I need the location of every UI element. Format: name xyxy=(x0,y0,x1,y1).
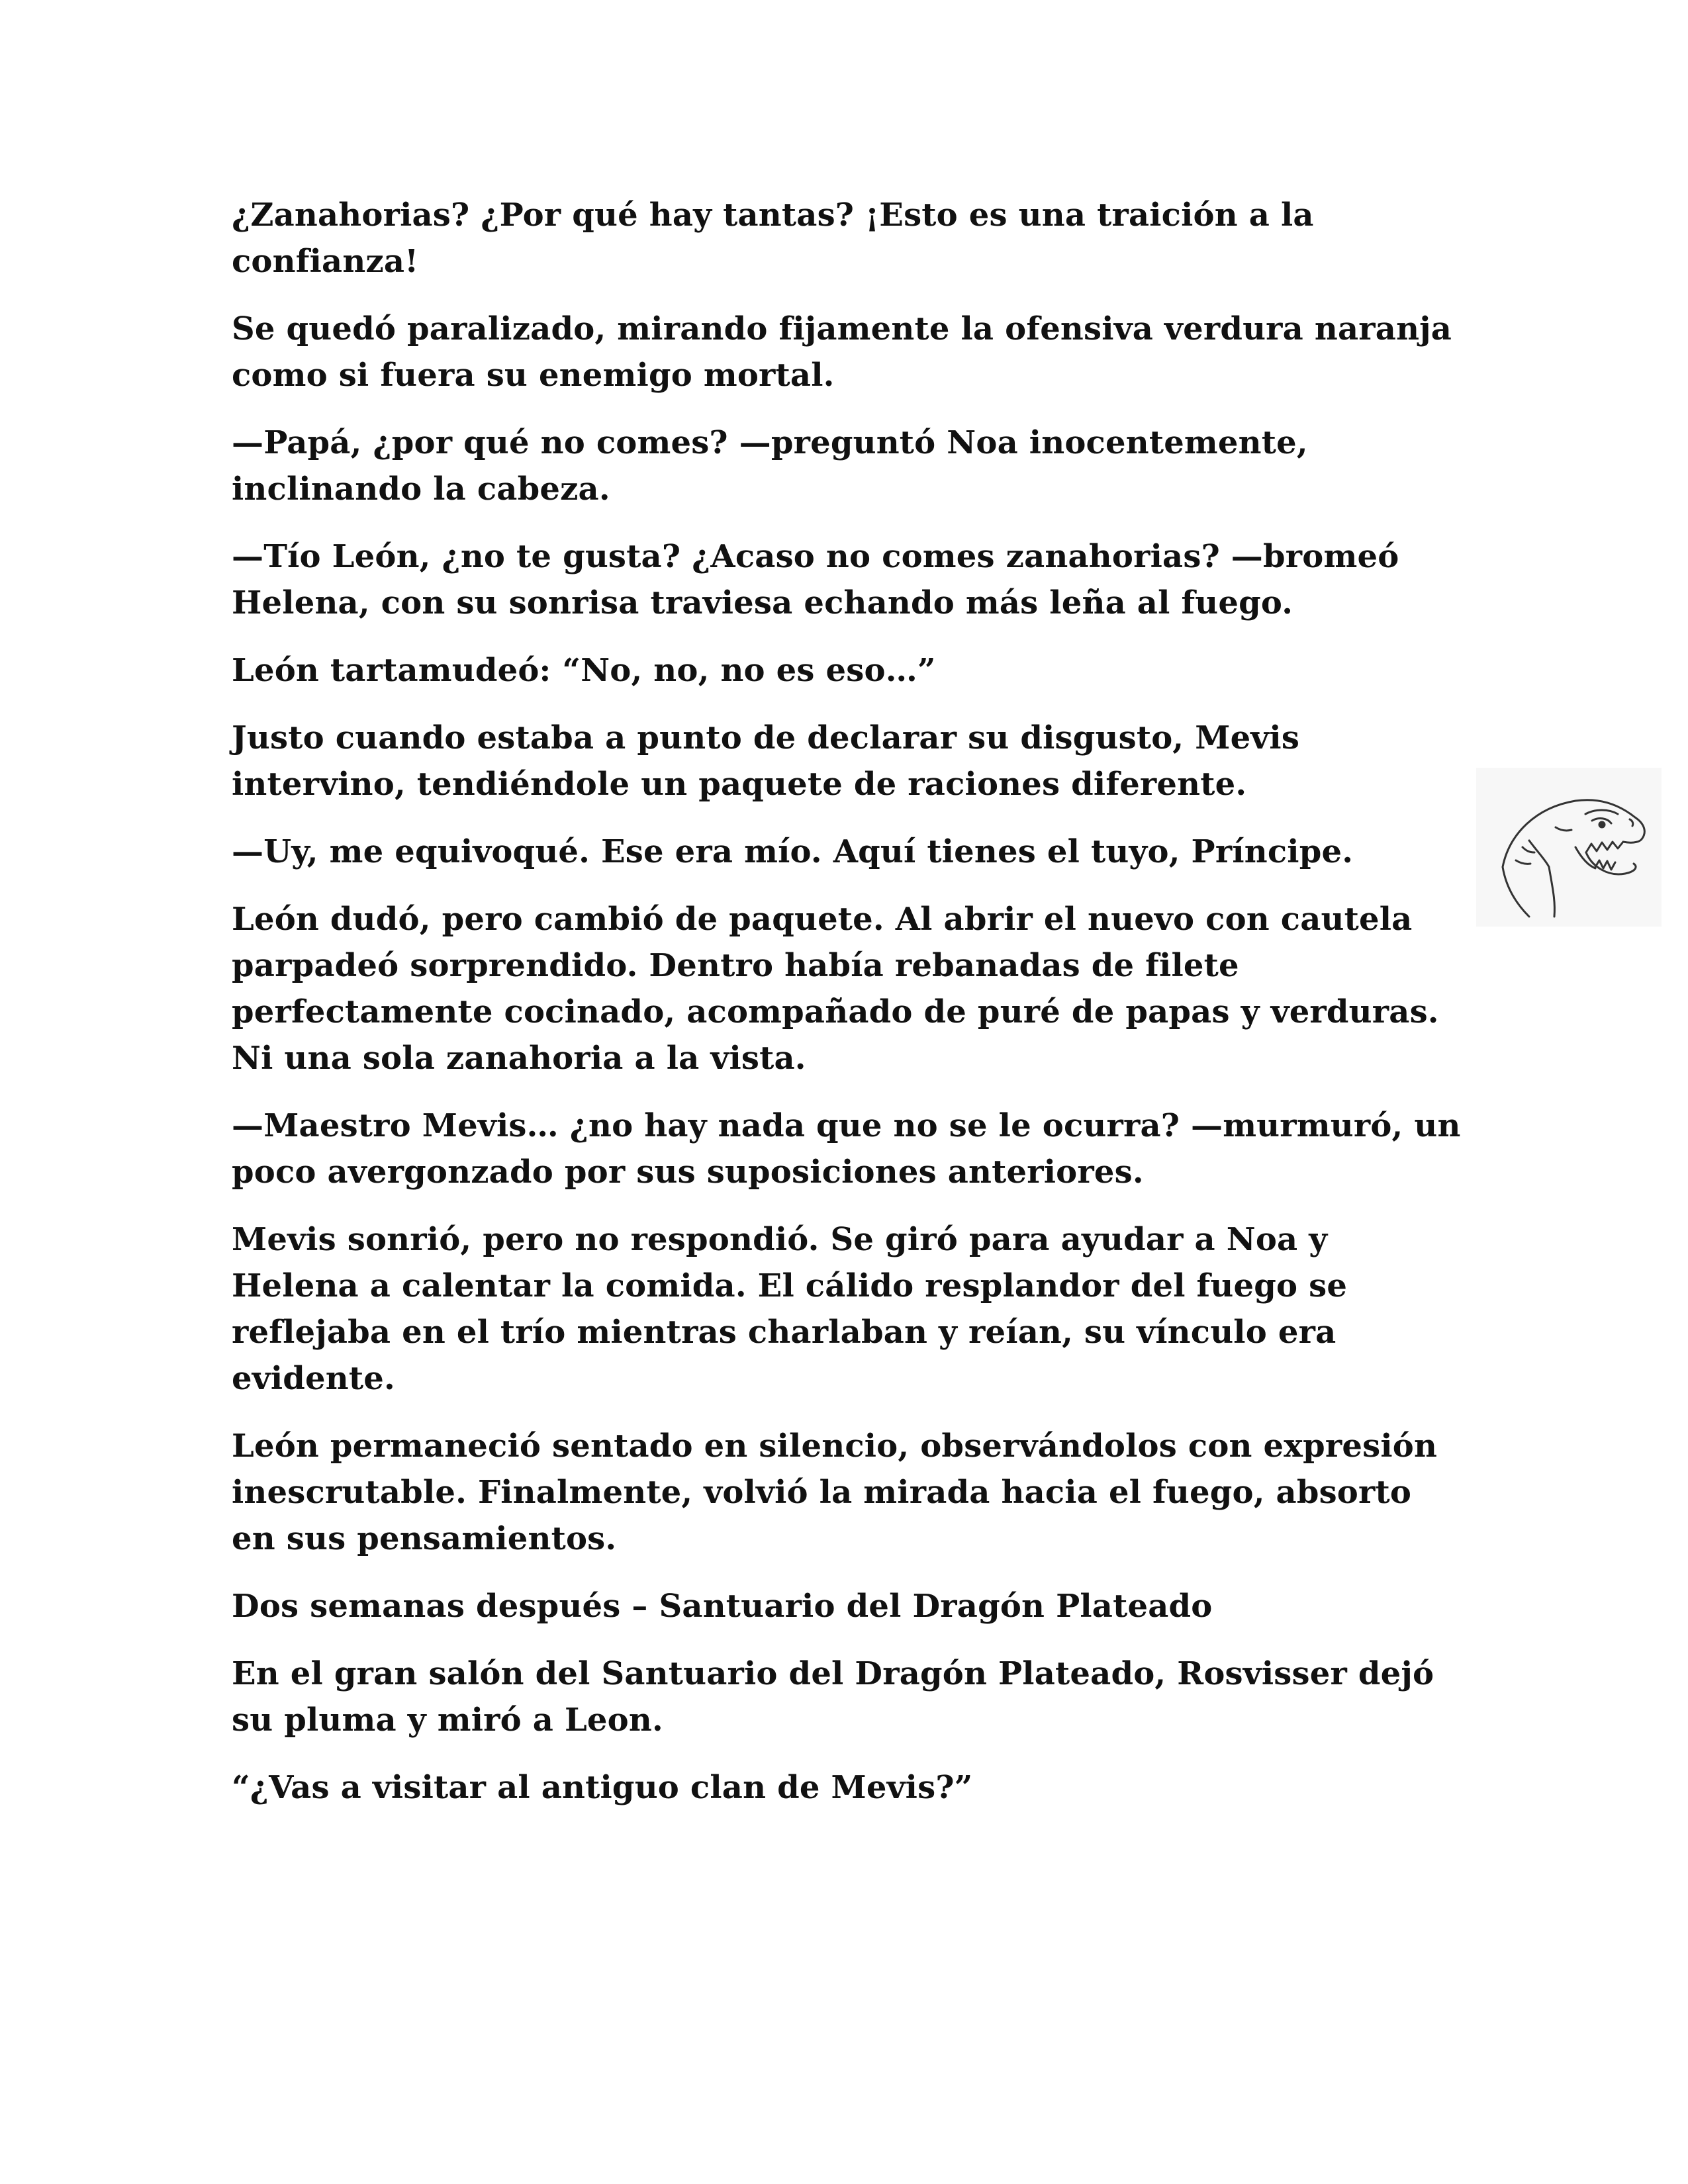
paragraph: —Papá, ¿por qué no comes? —preguntó Noa inocentemente, inclinando la cabeza. xyxy=(232,424,1308,508)
paragraph: “¿Vas a visitar al antiguo clan de Mevis?” xyxy=(232,1769,973,1806)
dinosaur-sketch-icon xyxy=(1476,768,1662,927)
paragraph: —Maestro Mevis… ¿no hay nada que no se le ocurra? —murmuró, un poco avergonzado por sus suposiciones anteriores. xyxy=(232,1107,1461,1191)
story-text xyxy=(232,192,1463,1832)
paragraph: León dudó, pero cambió de paquete. Al abrir el nuevo con cautela parpadeó sorprendido. Dentro había rebanadas de filete perfectamente cocinado, acompañado de puré de papas y verduras. Ni una sola zanahoria a la vista. xyxy=(232,901,1439,1077)
paragraph: —Uy, me equivoqué. Ese era mío. Aquí tienes el tuyo, Príncipe. xyxy=(232,833,1354,870)
section-heading: Dos semanas después – Santuario del Dragón Plateado xyxy=(232,1588,1213,1625)
paragraph: León tartamudeó: “No, no, no es eso…” xyxy=(232,652,936,689)
paragraph: León permaneció sentado en silencio, observándolos con expresión inescrutable. Finalmente, volvió la mirada hacia el fuego, absorto en sus pensamientos. xyxy=(232,1428,1438,1557)
paragraph: —Tío León, ¿no te gusta? ¿Acaso no comes zanahorias? —bromeó Helena, con su sonrisa traviesa echando más leña al fuego. xyxy=(232,538,1399,621)
paragraph: Se quedó paralizado, mirando fijamente la ofensiva verdura naranja como si fuera su enemigo mortal. xyxy=(232,310,1452,394)
paragraph: En el gran salón del Santuario del Dragón Plateado, Rosvisser dejó su pluma y miró a Leon. xyxy=(232,1655,1434,1739)
paragraph: Mevis sonrió, pero no respondió. Se giró para ayudar a Noa y Helena a calentar la comida. El cálido resplandor del fuego se reflejaba en el trío mientras charlaban y reían, su vínculo era evidente. xyxy=(232,1221,1348,1397)
paragraph: ¿Zanahorias? ¿Por qué hay tantas? ¡Esto es una traición a la confianza! xyxy=(232,197,1314,280)
paragraph: Justo cuando estaba a punto de declarar su disgusto, Mevis intervino, tendiéndole un paquete de raciones diferente. xyxy=(232,719,1300,803)
